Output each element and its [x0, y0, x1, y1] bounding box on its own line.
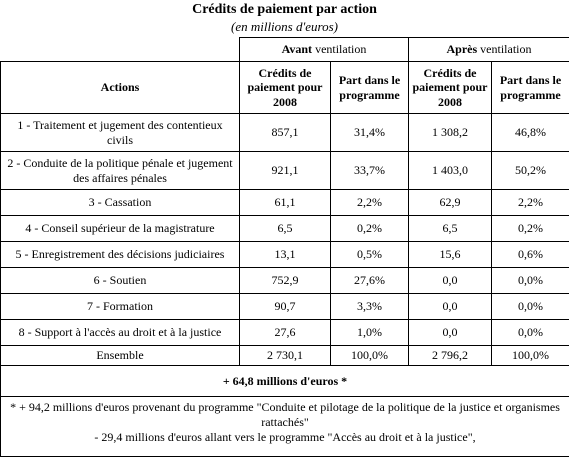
- apres-credits-cell: 15,6: [409, 242, 492, 268]
- action-cell: 2 - Conduite de la politique pénale et jugement des affaires pénales: [1, 152, 240, 190]
- header-apres-bold: Après: [447, 42, 478, 56]
- apres-part-cell: 0,0%: [492, 320, 569, 346]
- avant-credits-cell: 90,7: [240, 294, 331, 320]
- apres-credits-cell: 6,5: [409, 216, 492, 242]
- apres-part-cell: 0,0%: [492, 268, 569, 294]
- table-row: [1, 268, 569, 294]
- note-line-1: * + 94,2 millions d'euros provenant du programme "Conduite et pilotage de la politique de la justice et organismes rattachés": [4, 400, 566, 430]
- table-row: [1, 320, 569, 346]
- table-row: [1, 114, 569, 152]
- header-avant-bold: Avant: [282, 42, 312, 56]
- action-cell: 1 - Traitement et jugement des contentieux civils: [1, 114, 240, 152]
- document-page: [0, 1, 569, 459]
- apres-credits-cell: 62,9: [409, 190, 492, 216]
- table-row: [1, 242, 569, 268]
- avant-credits-cell: 857,1: [240, 114, 331, 152]
- ensemble-avant-credits: 2 730,1: [240, 346, 331, 366]
- avant-part-cell: 1,0%: [331, 320, 409, 346]
- apres-part-cell: 46,8%: [492, 114, 569, 152]
- header-blank-cell: [1, 38, 240, 62]
- notes-cell: [1, 397, 569, 457]
- column-apres-credits: Crédits de paiement pour 2008: [409, 62, 492, 114]
- apres-part-cell: 50,2%: [492, 152, 569, 190]
- apres-part-cell: 0,0%: [492, 294, 569, 320]
- apres-credits-cell: 1 308,2: [409, 114, 492, 152]
- ensemble-row: [1, 346, 569, 366]
- avant-credits-cell: 752,9: [240, 268, 331, 294]
- notes-row: [1, 397, 569, 457]
- action-cell: 4 - Conseil supérieur de la magistrature: [1, 216, 240, 242]
- ensemble-apres-credits: 2 796,2: [409, 346, 492, 366]
- credits-table: [0, 37, 569, 457]
- action-cell: 5 - Enregistrement des décisions judiciaires: [1, 242, 240, 268]
- header-apres: [409, 38, 569, 62]
- ensemble-avant-part: 100,0%: [331, 346, 409, 366]
- avant-credits-cell: 13,1: [240, 242, 331, 268]
- header-avant-rest: ventilation: [312, 42, 366, 56]
- ensemble-apres-part: 100,0%: [492, 346, 569, 366]
- apres-credits-cell: 0,0: [409, 268, 492, 294]
- header-apres-rest: ventilation: [477, 42, 531, 56]
- avant-part-cell: 2,2%: [331, 190, 409, 216]
- total-change-row: [1, 366, 569, 397]
- table-row: [1, 294, 569, 320]
- apres-part-cell: 0,2%: [492, 216, 569, 242]
- header-group-row: [1, 38, 569, 62]
- column-apres-part: Part dans le programme: [492, 62, 569, 114]
- avant-part-cell: 31,4%: [331, 114, 409, 152]
- table-row: [1, 216, 569, 242]
- avant-part-cell: 27,6%: [331, 268, 409, 294]
- apres-credits-cell: 0,0: [409, 320, 492, 346]
- avant-credits-cell: 6,5: [240, 216, 331, 242]
- table-row: [1, 152, 569, 190]
- avant-credits-cell: 27,6: [240, 320, 331, 346]
- apres-credits-cell: 1 403,0: [409, 152, 492, 190]
- header-column-row: [1, 62, 569, 114]
- action-cell: 6 - Soutien: [1, 268, 240, 294]
- action-cell: 3 - Cassation: [1, 190, 240, 216]
- column-actions: Actions: [1, 62, 240, 114]
- apres-part-cell: 0,6%: [492, 242, 569, 268]
- page-subtitle: (en millions d'euros): [0, 18, 569, 35]
- avant-part-cell: 0,2%: [331, 216, 409, 242]
- action-cell: 8 - Support à l'accès au droit et à la justice: [1, 320, 240, 346]
- page-title: Crédits de paiement par action: [0, 1, 569, 18]
- apres-credits-cell: 0,0: [409, 294, 492, 320]
- avant-credits-cell: 61,1: [240, 190, 331, 216]
- apres-part-cell: 2,2%: [492, 190, 569, 216]
- ensemble-label: Ensemble: [1, 346, 240, 366]
- total-change: + 64,8 millions d'euros *: [1, 366, 569, 397]
- column-avant-credits: Crédits de paiement pour 2008: [240, 62, 331, 114]
- note-line-2: - 29,4 millions d'euros allant vers le programme "Accès au droit et à la justice",: [4, 430, 566, 445]
- avant-credits-cell: 921,1: [240, 152, 331, 190]
- action-cell: 7 - Formation: [1, 294, 240, 320]
- avant-part-cell: 33,7%: [331, 152, 409, 190]
- table-row: [1, 190, 569, 216]
- avant-part-cell: 0,5%: [331, 242, 409, 268]
- avant-part-cell: 3,3%: [331, 294, 409, 320]
- column-avant-part: Part dans le programme: [331, 62, 409, 114]
- header-avant: [240, 38, 409, 62]
